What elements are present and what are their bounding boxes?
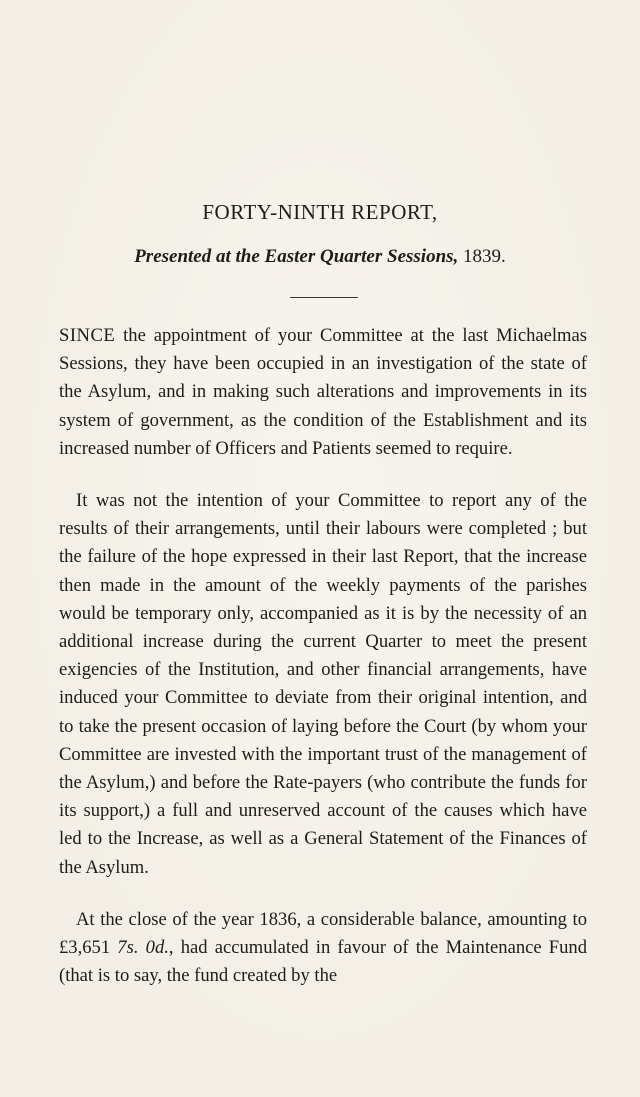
paragraph-3-pence: 0d. xyxy=(145,937,169,959)
report-title: FORTY-NINTH REPORT, xyxy=(202,200,438,224)
report-subtitle xyxy=(0,246,640,268)
section-divider xyxy=(290,297,358,298)
paragraph-1-text: the appointment of your Committee at the last Michaelmas Sessions, they have been occupied in an investigation of the state of the Asylum, and in making such alterations and improvements in its system of government, as the condition of the Establishment and its increased number of Officers and Patients seemed to require. xyxy=(59,325,587,459)
paragraph-3-text-start: At the close of the year 1836, a considerable balance, amounting to £3,651 xyxy=(59,908,587,959)
paragraph-3-space xyxy=(138,937,145,958)
paragraph-3-shillings: 7s. xyxy=(117,937,139,959)
subtitle-year: 1839. xyxy=(458,246,506,267)
report-body xyxy=(59,322,587,1014)
paragraph-2: It was not the intention of your Committee to report any of the results of their arrangements, until their labours were completed ; but the failure of the hope expressed in their last Report, that the increase then made in the amount of the weekly payments of the parishes would be temporary only, accompanied as it is by the necessity of an additional increase during the current Quarter to meet the present exigencies of the Institution, and other financial arrangements, have induced your Committee to deviate from their original intention, and to take the present occasion of laying before the Court (by whom your Committee are invested with the important trust of the management of the Asylum,) and before the Rate-payers (who contribute the funds for its support,) a full and unreserved account of the causes which have led to the Increase, as well as a General Statement of the Finances of the Asylum. xyxy=(59,490,587,878)
paragraph-1 xyxy=(59,322,587,463)
paragraph-1-lead: SINCE xyxy=(59,325,116,346)
subtitle-occasion: Presented at the Easter Quarter Sessions, xyxy=(134,246,459,267)
paragraph-3 xyxy=(59,906,587,991)
paragraph-3-text-end: , had accumulated in favour of the Maintenance Fund (that is to say, the fund created by the xyxy=(59,937,588,987)
